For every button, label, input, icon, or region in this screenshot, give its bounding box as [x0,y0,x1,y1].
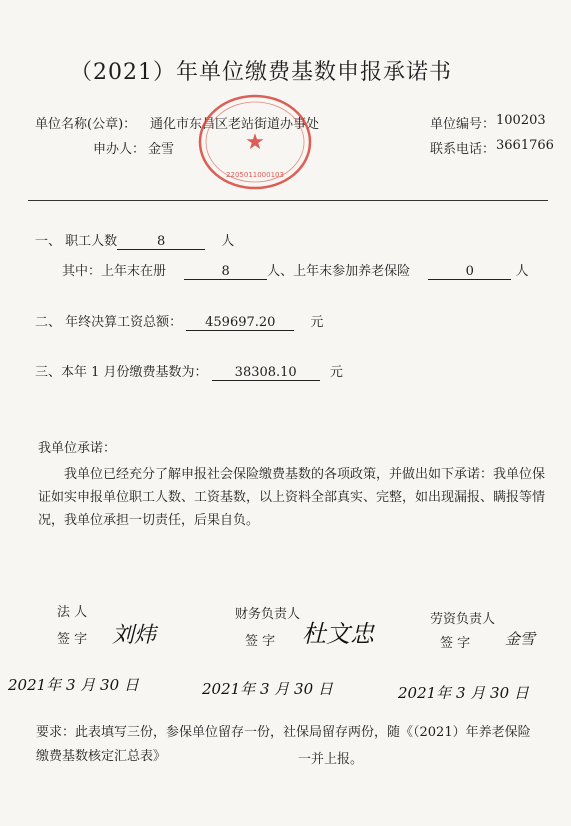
seal-number: 2205011000103 [226,171,284,179]
legal-rep-label: 法 人 [57,605,88,620]
section-3-label: 三、本年 1 月份缴费基数为： [35,365,208,380]
handler-label: 申办人： [93,142,146,157]
footer-requirement-line3: 一并上报。 [298,752,364,767]
unit-name-value: 通化市东昌区老站街道办事处 [150,117,320,132]
legal-rep-signature: 刘炜 [112,623,157,648]
date-legal: 2021年 3 月 30 日 [8,676,139,694]
section-3-unit: 元 [329,365,343,380]
finance-head-signature: 杜文忠 [302,620,374,648]
svg-text:★: ★ [245,130,265,155]
section-1-row [35,230,234,250]
date-labor: 2021年 3 月 30 日 [398,684,529,702]
section-1-value: 8 [117,235,205,250]
pledge-body: 我单位已经充分了解申报社会保险缴费基数的各项政策，并做出如下承诺：我单位保证如实申报单位职工人数、工资基数，以上资料全部真实、完整，如出现漏报、瞒报等情况，我单位承担一切责任，后果自负。 [38,467,546,528]
unit-no-label: 单位编号： [430,117,496,132]
section-2-unit: 元 [310,315,324,330]
document-title: （2021）年单位缴费基数申报承诺书 [70,60,452,85]
section-1-label: 一、 职工人数 [35,234,118,249]
section-1-sub-label: 其中：上年末在册 [62,264,167,279]
finance-sign-label: 签 字 [245,634,276,649]
date-finance: 2021年 3 月 30 日 [202,680,333,698]
legal-sign-label: 签 字 [57,632,88,647]
section-2-value: 459697.20 [186,316,294,331]
phone-label: 联系电话： [430,142,496,157]
section-1-sub-value: 8 [184,265,267,280]
section-3-row [35,361,343,381]
finance-head-label: 财务负责人 [235,607,301,622]
section-1-sub-value2: 0 [428,265,511,280]
section-1-sub-mid: 人、上年末参加养老保险 [267,264,411,279]
labor-head-signature: 金雪 [505,630,536,648]
unit-no-value: 100203 [496,113,546,128]
phone-value: 3661766 [496,138,554,153]
pledge-heading: 我单位承诺： [38,441,117,456]
section-2-row [35,311,323,331]
unit-name-label: 单位名称(公章)： [35,117,137,132]
labor-head-label: 劳资负责人 [430,612,496,627]
divider-line [28,200,548,201]
section-1-sub-unit: 人 [515,264,529,279]
section-2-label: 二、 年终决算工资总额： [35,315,183,330]
official-seal-stamp [196,92,314,192]
footer-requirement-line2: 缴费基数核定汇总表》 [36,749,167,764]
footer-requirement-line1: 要求：此表填写三份，参保单位留存一份，社保局留存两份，随《（2021）年养老保险 [36,725,531,740]
labor-sign-label: 签 字 [440,636,471,651]
section-1-sub-row [62,260,528,280]
section-1-unit: 人 [221,234,235,249]
section-3-value: 38308.10 [212,366,320,381]
handler-value: 金雪 [148,142,175,157]
